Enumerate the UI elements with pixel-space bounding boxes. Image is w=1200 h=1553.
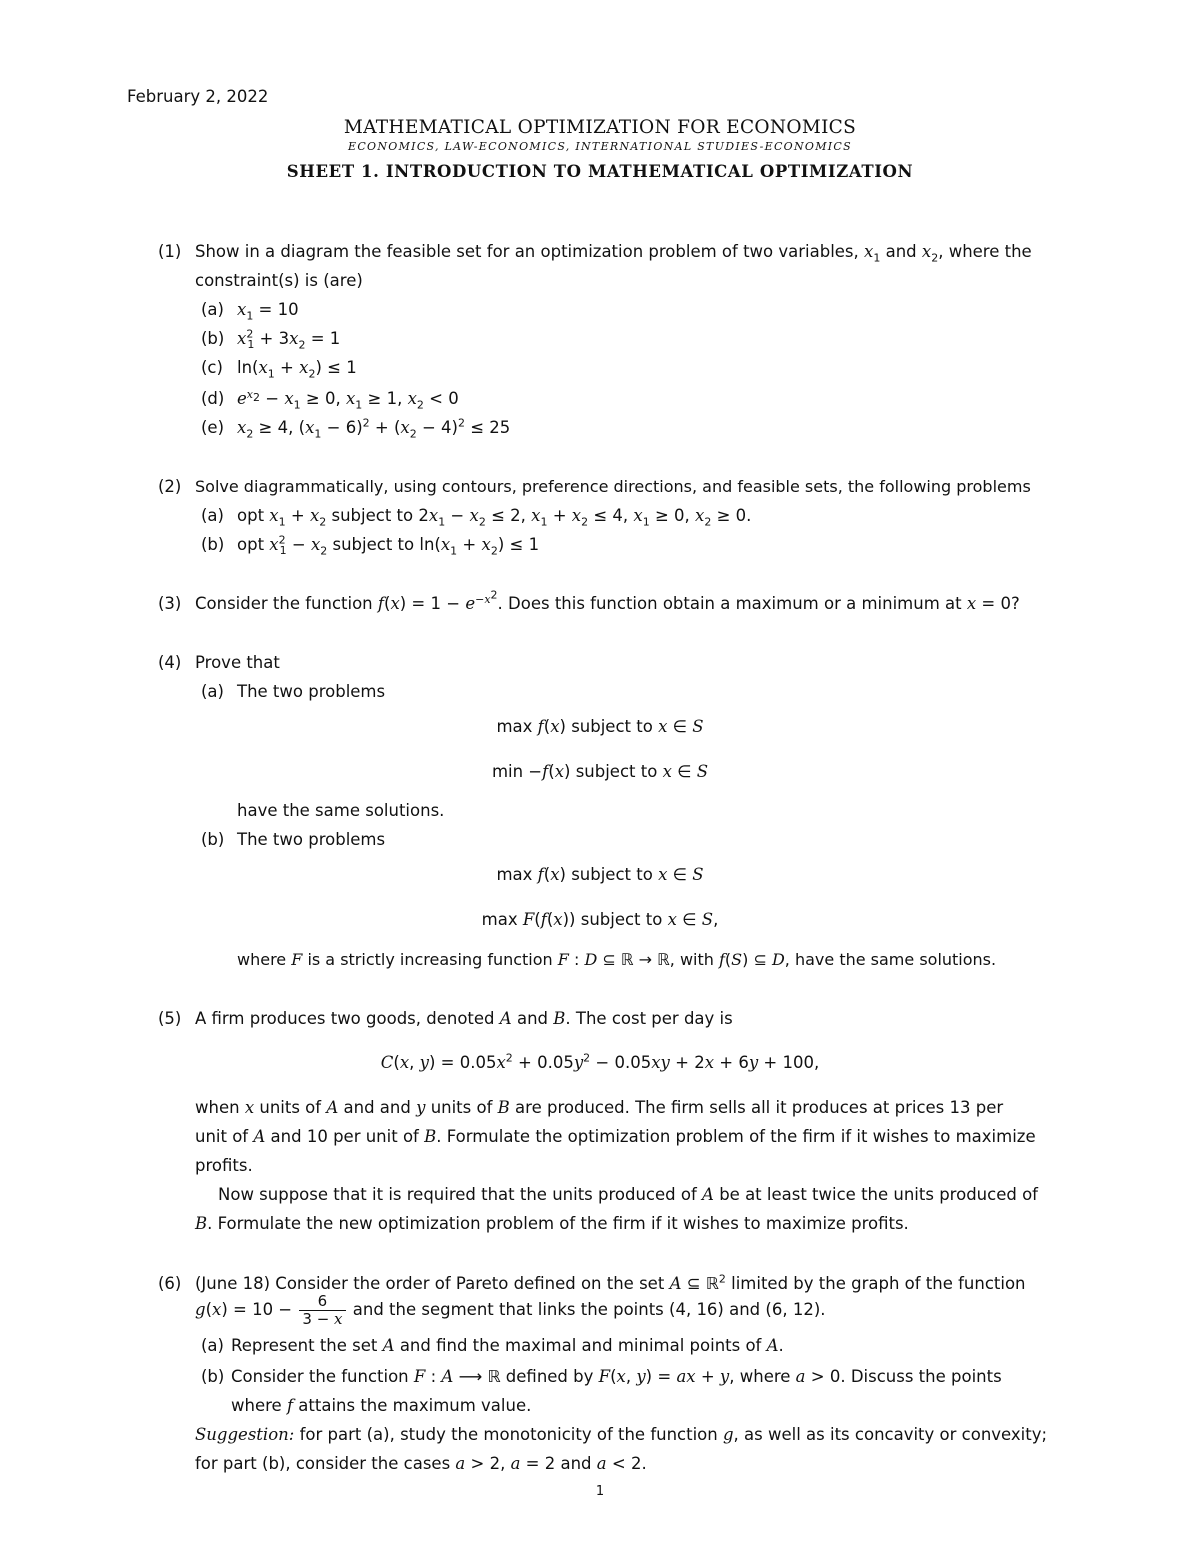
- problem-text: Consider the function F : A ⟶ ℝ defined by F(x, y) = ax + y, where a > 0. Discuss the points: [231, 1367, 1002, 1386]
- part-label: (a): [201, 1336, 224, 1355]
- problem-number: (4): [158, 653, 182, 672]
- formula: $x^2_1 + 3x_2 = 1$: [237, 327, 341, 352]
- suggestion: for part (b), consider the cases a > 2, a = 2 and a < 2.: [195, 1454, 647, 1473]
- problem-text: unit of A and 10 per unit of B. Formulate the optimization problem of the firm if it wishes to maximize: [195, 1127, 1036, 1146]
- part-label: (a): [201, 682, 224, 701]
- problem-text: Consider the function $f(x) = 1 - e^{-x^2}$. Does this function obtain a maximum or a minimum at x = 0?: [195, 587, 1020, 613]
- part-label: (c): [201, 358, 223, 377]
- problem-text: (June 18) Consider the order of Pareto defined on the set A ⊆ ℝ$^2$ limited by the graph of the function: [195, 1272, 1026, 1293]
- suggestion: Suggestion: for part (a), study the monotonicity of the function g, as well as its concavity or convexity;: [195, 1425, 1048, 1444]
- problem-number: (2): [158, 477, 182, 496]
- problem-text: when x units of A and and y units of B are produced. The firm sells all it produces at prices 13 per: [195, 1098, 1004, 1117]
- sheet-title: SHEET 1. INTRODUCTION TO MATHEMATICAL OPTIMIZATION: [286, 162, 914, 181]
- problem-text: Prove that: [195, 653, 280, 672]
- problem-text: Now suppose that it is required that the units produced of A be at least twice the units produced of: [218, 1185, 1038, 1204]
- part-label: (b): [201, 1367, 225, 1386]
- problem-number: (1): [158, 242, 182, 261]
- problem-number: (6): [158, 1274, 182, 1293]
- problem-text: Represent the set A and find the maximal and minimal points of A.: [231, 1336, 784, 1355]
- formula: $e^{x_2} - x_1 \ge 0$, $x_1 \ge 1$, $x_2 < 0$: [237, 387, 459, 412]
- problem-text: B. Formulate the new optimization problem of the firm if it wishes to maximize profits.: [195, 1214, 909, 1233]
- problem-text: g(x) = 10 − $\frac{6}{3 - x}$ and the segment that links the points (4, 16) and (6, 12).: [195, 1292, 826, 1328]
- degree-subtitle: ECONOMICS, LAW-ECONOMICS, INTERNATIONAL STUDIES-ECONOMICS: [348, 140, 852, 153]
- problem-text: profits.: [195, 1156, 253, 1175]
- display-formula: max F(f(x)) subject to x ∈ S,: [481, 910, 719, 929]
- part-label: (b): [201, 535, 225, 554]
- display-formula: max f(x) subject to x ∈ S: [496, 717, 704, 736]
- part-label: (b): [201, 830, 225, 849]
- problem-text: where F is a strictly increasing function F : D ⊆ ℝ → ℝ, with f(S) ⊆ D, have the same solutions.: [237, 950, 997, 969]
- part-label: (d): [201, 389, 225, 408]
- problem-text: constraint(s) is (are): [195, 271, 363, 290]
- part-label: (b): [201, 329, 225, 348]
- problem-text: where f attains the maximum value.: [231, 1396, 532, 1415]
- part-label: (a): [201, 300, 224, 319]
- formula: opt $x^2_1 - x_2$ subject to $\ln(x_1 + x_2) \le 1$: [237, 533, 540, 558]
- problem-text: have the same solutions.: [237, 801, 445, 820]
- fraction: $\frac{6}{3 - x}$: [299, 1293, 345, 1328]
- formula: opt $x_1 + x_2$ subject to $2x_1 - x_2 \le 2$, $x_1 + x_2 \le 4$, $x_1 \ge 0$, $x_2 \ge 0$.: [237, 506, 752, 529]
- problem-text: The two problems: [237, 830, 386, 849]
- part-label: (a): [201, 506, 224, 525]
- part-label: (e): [201, 418, 225, 437]
- formula: $x_1 = 10$: [237, 300, 299, 323]
- cost-function: C(x, $y) = 0.05x^2 + 0.05y^2 - 0.05xy + 2x + 6y + 100$,: [380, 1051, 820, 1072]
- course-title: MATHEMATICAL OPTIMIZATION FOR ECONOMICS: [343, 117, 857, 138]
- problem-text: The two problems: [237, 682, 386, 701]
- problem-number: (3): [158, 594, 182, 613]
- problem-text: Show in a diagram the feasible set for an optimization problem of two variables, $x_1$ and $x_2$, where the: [195, 242, 1032, 265]
- problem-number: (5): [158, 1009, 182, 1028]
- problem-text: Solve diagrammatically, using contours, preference directions, and feasible sets, the following problems: [195, 477, 1031, 496]
- page-number: 1: [595, 1484, 605, 1499]
- problem-text: A firm produces two goods, denoted A and B. The cost per day is: [195, 1009, 733, 1028]
- formula: $\ln(x_1 + x_2) \le 1$: [237, 358, 357, 381]
- display-formula: min −f(x) subject to x ∈ S: [491, 762, 709, 781]
- formula: $x_2 \ge 4$, $(x_1 - 6)^2 + (x_2 - 4)^2 \le 25$: [237, 416, 511, 441]
- date: February 2, 2022: [127, 87, 269, 106]
- display-formula: max f(x) subject to x ∈ S: [496, 865, 704, 884]
